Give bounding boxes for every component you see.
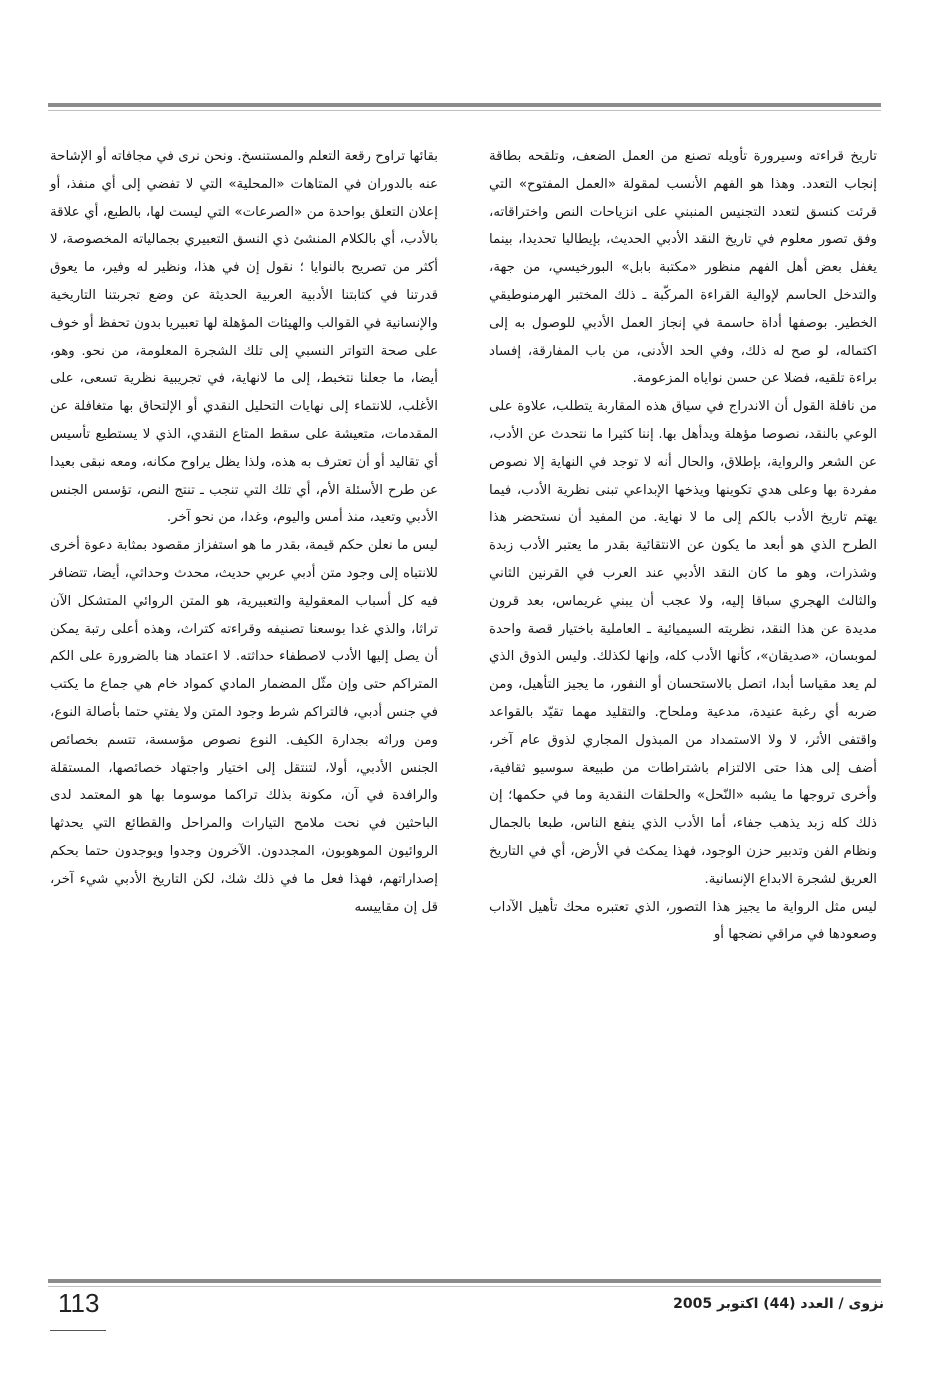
text-column-right bbox=[489, 143, 877, 949]
page-number-underline bbox=[50, 1330, 106, 1331]
text-column-left bbox=[50, 143, 438, 921]
bottom-rule bbox=[48, 1279, 881, 1283]
top-rule bbox=[48, 103, 881, 107]
bottom-rule-thin bbox=[48, 1286, 881, 1287]
magazine-issue-footer: نزوى / العدد (44) اكتوبر 2005 bbox=[673, 1296, 884, 1312]
paragraph: من نافلة القول أن الاندراج في سياق هذه المقاربة يتطلب، علاوة على الوعي بالنقد، نصوصا مؤهلة ويدأهل بها. إننا كثيرا ما نتحدث عن الأدب، عن الشعر والرواية، بإطلاق، والحال أنه لا توجد في النهاية إلا نصوص مفردة بها وعلى هدي تكوينها ويذخها الإبداعي تبنى نظرية الأدب، فيما يهتم تاريخ الأدب بالكم إلى ما لا نهاية. من المفيد أن نستحضر هذا الطرح الذي هو أبعد ما يكون عن الانتقائية بقدر ما يعتبر الأدب زبدة وشذرات، وهو ما كان النقد الأدبي عند العرب في القرنين الثاني والثالث الهجري سباقا إليه، ولا عجب أن يبني غريماس، بعد قرون مديدة عن هذا النقد، نظريته السيميائية ـ العاملية باختيار قصة واحدة لموبسان، «صديقان»، كأنها الأدب كله، وإنها لكذلك. وليس الذوق الذي لم يعد مقياسا أبدا، اتصل بالاستحسان أو النفور، ما يجيز التأهيل، ومن ضربه أي رغبة عنيدة، مدعية وملحاح. والتقليد مهما تقيّد بالقواعد واقتفى الأثر، لا ولا الاستمداد من المبذول المجاري لذوق عام آخر، أضف إلى هذا حتى الالتزام باشتراطات من طبيعة سوسيو ثقافية، وأخرى تروجها ما يشبه «النّحل» والحلقات النقدية وما في حكمها؛ إن ذلك كله زبد يذهب جفاء، أما الأدب الذي ينفع الناس، طبعا بالجمال ونظام الفن وتدبير حزن الوجود، فهذا يمكث في الأرض، أي في التاريخ العريق لشجرة الابداع الإنسانية. bbox=[489, 399, 877, 887]
paragraph: بقائها تراوح رقعة التعلم والمستنسخ. ونحن نرى في مجافاته أو الإشاحة عنه بالدوران في المتاهات «المحلية» التي لا تفضي إلى أي منفذ، أو إعلان التعلق بواحدة من «الصرعات» التي ليست لها، بالطبع، أي علاقة بالأدب، أي بالكلام المنشئ ذي النسق التعبيري بجمالياته المخصوصة، لا أكثر من تصريح بالنوايا ؛ نقول إن في هذا، ونظير له وفير، ما يعوق قدرتنا في كتابتنا الأدبية العربية الحديثة عن وضع تجربتنا التاريخية والإنسانية في القوالب والهيئات المؤهلة لها تعبيريا بدون تحفظ أو خوف على صحة التواتر النسبي إلى تلك الشجرة المعلومة، من نحو. وهو، أيضا، ما جعلنا نتخبط، إلى ما لانهاية، في تجريبية نظرية تسعى، على الأغلب، للانتماء إلى نهايات التحليل النقدي أو الإلتحاق بها متغافلة عن المقدمات، متعيشة على سقط المتاع النقدي، الذي لا يستطيع تأسيس أي تقاليد أو أن تعترف به هذه، ولذا يظل يراوح مكانه، ومعه نبقى بعيدا عن طرح الأسئلة الأم، أي تلك التي تنجب ـ تنتج النص، تؤسس الجنس الأدبي وتعيد، منذ أمس واليوم، وغدا، من نحو آخر. bbox=[50, 149, 438, 526]
page-number: 113 bbox=[58, 1288, 100, 1318]
paragraph: تاريخ قراءته وسيرورة تأويله تصنع من العمل الضعف، وتلقحه بطاقة إنجاب التعدد. وهذا هو الفهم الأنسب لمقولة «العمل المفتوح» التي قرئت كنسق لتعدد التجنيس المنبني على انزياحات النص واختراقاته، وفق تصور معلوم في تاريخ النقد الأدبي الحديث، بإيطاليا تحديدا، بينما يغفل بعض أهل الفهم منظور «مكتبة بابل» البورخيسي، من جهة، والتدخل الحاسم لإوالية القراءة المركّبة ـ ذلك المختبر الهرمنوطيقي الخطير. بوصفها أداة حاسمة في إنجاز العمل الأدبي للوصول به إلى اكتماله، لو صح له ذلك، وفي الحد الأدنى، من باب المفارقة، إفساد براءة تلقيه، فضلا عن حسن نواياه المزعومة. bbox=[489, 149, 877, 387]
paragraph: ليس ما نعلن حكم قيمة، بقدر ما هو استفزاز مقصود بمثابة دعوة أخرى للانتباه إلى وجود متن أدبي عربي حديث، محدث وحداثي، أيضا، تتضافر فيه كل أسباب المعقولية والتعبيرية، هو المتن الروائي المتشكل الآن تراثا، والذي غدا بوسعنا تصنيفه وقراءته كتراث، وهذه أعلى رتبة يمكن أن يصل إليها الأدب لاصطفاء حداثته. لا اعتماد هنا بالضرورة على الكم المتراكم حتى وإن مثّل المضمار المادي كمواد خام هي جماع ما يكتب في جنس أدبي، فالتراكم شرط وجود المتن ولا يفتي حتما بأصالة النوع، ومن وراثه بجدارة الكيف. النوع نصوص مؤسسة، تتسم بخصائص الجنس الأدبي، أولا، لتنتقل إلى اختيار واجتهاد خصائصها، المستقلة والرافدة في آن، مكونة بذلك تراكما موسوما بها هو المعتمد لدى الباحثين في نحت ملامح التيارات والمراحل والقطائع التي يحدثها الروائيون الموهوبون، المجددون. الآخرون وجدوا ويوجدون حتما بحكم إصداراتهم، فهذا فعل ما في ذلك شك، لكن التاريخ الأدبي شيء آخر، قل إن مقاييسه bbox=[50, 538, 438, 915]
paragraph: ليس مثل الرواية ما يجيز هذا التصور، الذي تعتبره محك تأهيل الآداب وصعودها في مراقي نضجها أو bbox=[489, 899, 877, 943]
top-rule-thin bbox=[48, 110, 881, 111]
